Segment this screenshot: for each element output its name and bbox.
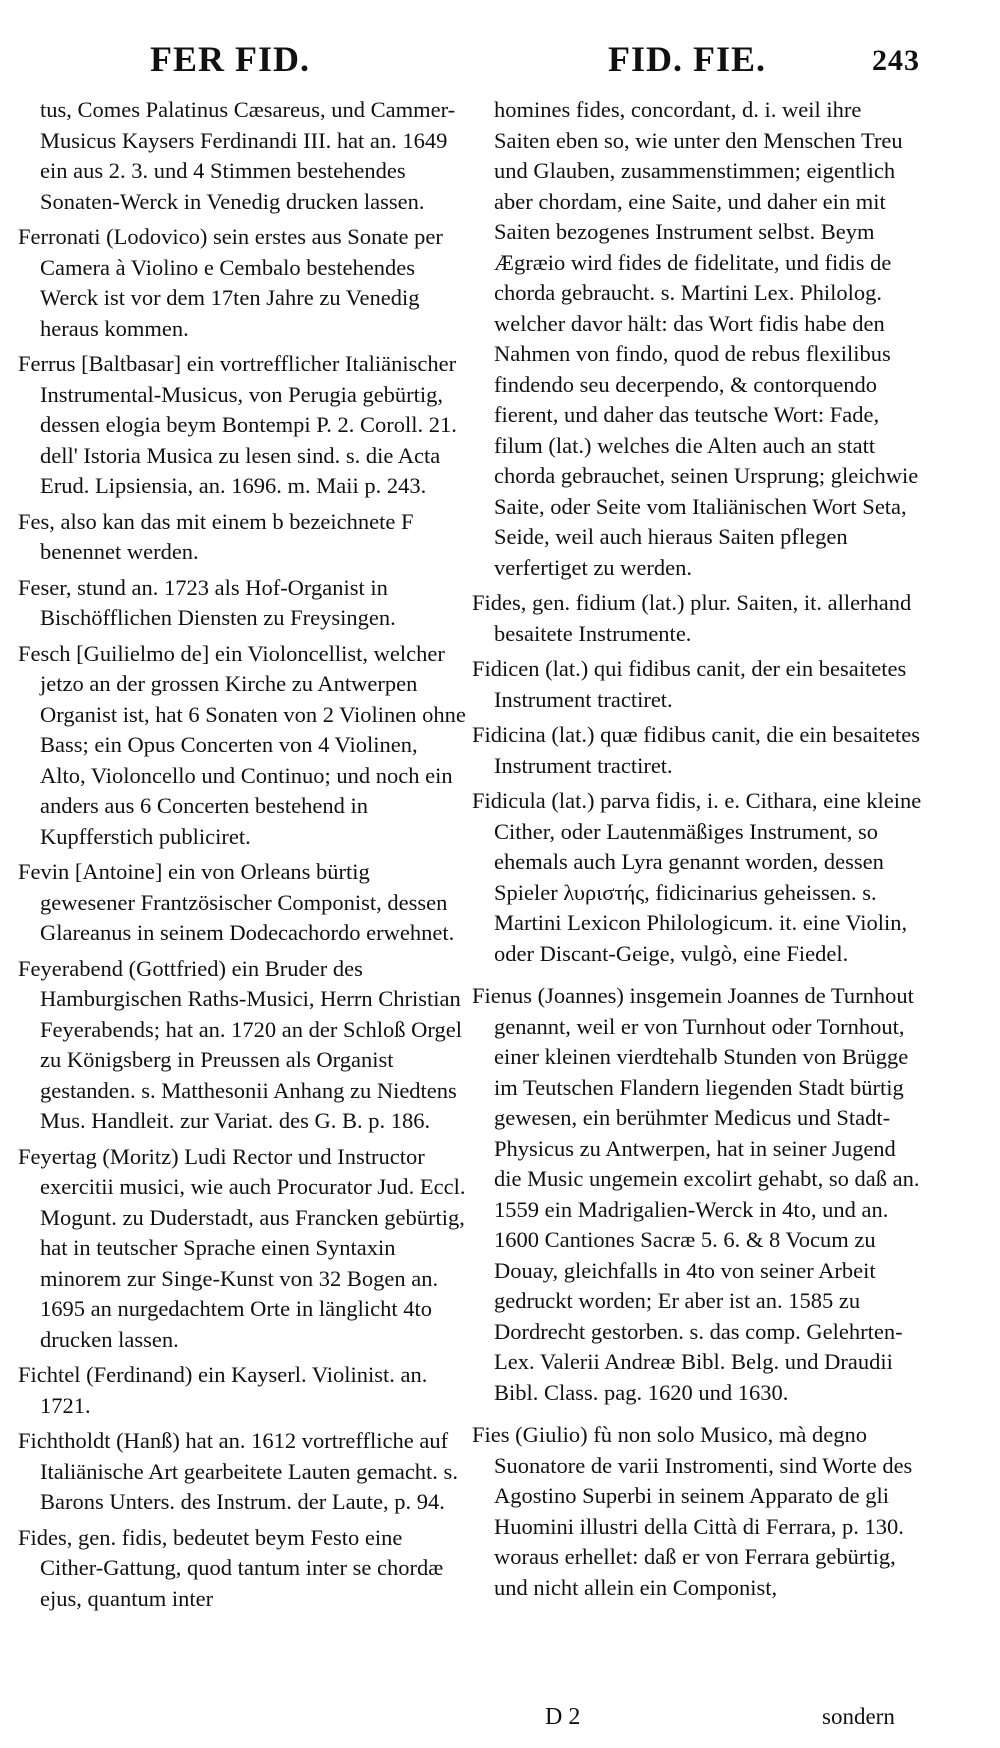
dictionary-entry: Fienus (Joannes) insgemein Joannes de Turnhout genannt, weil er von Turnhout oder Tornhout, einer kleinen vierdtehalb Stunden von Brügge im Teutschen Flandern liegenden Stadt bürtig gewesen, ein berühmter Medicus und Stadt-Physicus zu Antwerpen, hat in seiner Jugend die Music ungemein excolirt gehabt, so daß an. 1559 ein Madrigalien-Werck in 4to, und an. 1600 Cantiones Sacræ 5. 6. & 8 Vocum zu Douay, gleichfalls in 4to von seiner Arbeit gedruckt worden; Er aber ist an. 1585 zu Dordrecht gestorben. s. das comp. Gelehrten-Lex. Valerii Andreæ Bibl. Belg. und Draudii Bibl. Class. pag. 1620 und 1630. bbox=[472, 983, 920, 1405]
dictionary-entry: Fidicula (lat.) parva fidis, i. e. Cithara, eine kleine Cither, oder Lautenmäßiges Instrument, so ehemals auch Lyra genannt worden, dessen Spieler λυριστής, fidicinarius geheissen. s. Martini Lexicon Philologicum. it. eine Violin, oder Discant-Geige, vulgò, eine Fiedel. bbox=[472, 788, 922, 966]
dictionary-entry: Feyerabend (Gottfried) ein Bruder des Hamburgischen Raths-Musici, Herrn Christian Feyerabends; hat an. 1720 an der Schloß Orgel zu Königsberg in Preussen als Organist gestanden. s. Matthesonii Anhang zu Niedtens Mus. Handleit. zur Variat. des G. B. p. 186. bbox=[18, 955, 462, 1133]
dictionary-entry: Fidicen (lat.) qui fidibus canit, der ein besaitetes Instrument tractiret. bbox=[472, 656, 907, 712]
right-column bbox=[472, 95, 922, 1603]
running-head-right: FID. FIE. bbox=[608, 39, 767, 79]
dictionary-entry: Fevin [Antoine] ein von Orleans bürtig gewesener Frantzösischer Componist, dessen Glareanus in seinem Dodecachordo erwehnet. bbox=[18, 859, 455, 945]
dictionary-entry: homines fides, concordant, d. i. weil ihre Saiten eben so, wie unter den Menschen Treu und Glauben, zusammenstimmen; eigentlich aber chordam, eine Saite, und daher ein mit Saiten bezogenes Instrument selbst. Beym Ægræio wird fides de fidelitate, und fidis de chorda gebraucht. s. Martini Lex. Philolog. welcher davor hält: das Wort fidis habe den Nahmen von findo, quod de rebus flexilibus findendo seu decerpendo, & contorquendo fierent, und daher das teutsche Wort: Fade, filum (lat.) welches die Alten auch an statt chorda gebrauchet, seinen Ursprung; gleichwie Saite, oder Seite vom Italiänischen Wort Seta, Seide, weil auch hieraus Saiten pflegen verfertiget zu werden. bbox=[494, 97, 919, 580]
dictionary-entry: Fes, also kan das mit einem b bezeichnete F benennet werden. bbox=[18, 508, 414, 564]
dictionary-entry: Ferrus [Baltbasar] ein vortrefflicher Italiänischer Instrumental-Musicus, von Perugia gebürtig, dessen elogia beym Bontempi P. 2. Coroll. 21. dell' Istoria Musica zu lesen sind. s. die Acta Erud. Lipsiensia, an. 1696. m. Maii p. 243. bbox=[18, 351, 457, 498]
dictionary-entry: Fesch [Guilielmo de] ein Violoncellist, welcher jetzo an der grossen Kirche zu Antwerpen Organist ist, hat 6 Sonaten von 2 Violinen ohne Bass; ein Opus Concerten von 4 Violinen, Alto, Violoncello und Continuo; und noch ein anders aus 6 Concerten bestehend in Kupfferstich publiciret. bbox=[18, 640, 466, 849]
dictionary-entry: Fichtel (Ferdinand) ein Kayserl. Violinist. an. 1721. bbox=[18, 1362, 428, 1418]
dictionary-entry: Fichtholdt (Hanß) hat an. 1612 vortreffliche auf Italiänische Art gearbeitete Lauten gemacht. s. Barons Unters. des Instrum. der Laute, p. 94. bbox=[18, 1428, 458, 1514]
dictionary-entry: tus, Comes Palatinus Cæsareus, und Cammer-Musicus Kaysers Ferdinandi III. hat an. 1649 ein aus 2. 3. und 4 Stimmen bestehendes Sonaten-Werck in Venedig drucken lassen. bbox=[40, 97, 456, 214]
dictionary-entry: Fides, gen. fidis, bedeutet beym Festo eine Cither-Gattung, quod tantum inter se chordæ ejus, quantum inter bbox=[18, 1524, 444, 1611]
running-head-left: FER FID. bbox=[150, 39, 310, 79]
dictionary-entry: Feser, stund an. 1723 als Hof-Organist in Bischöfflichen Diensten zu Freysingen. bbox=[18, 574, 396, 630]
catchword: sondern bbox=[822, 1704, 895, 1729]
dictionary-entry: Fides, gen. fidium (lat.) plur. Saiten, it. allerhand besaitete Instrumente. bbox=[472, 590, 912, 646]
dictionary-entry: Fidicina (lat.) quæ fidibus canit, die ein besaitetes Instrument tractiret. bbox=[472, 722, 921, 778]
dictionary-entry: Ferronati (Lodovico) sein erstes aus Sonate per Camera à Violino e Cembalo bestehendes Werck ist vor dem 17ten Jahre zu Venedig heraus kommen. bbox=[18, 224, 443, 341]
page-number: 243 bbox=[872, 44, 920, 77]
left-column bbox=[18, 95, 466, 1614]
dictionary-entry: Fies (Giulio) fù non solo Musico, mà degno Suonatore de varii Instromenti, sind Worte des Agostino Superbi in seinem Apparato de gli Huomini illustri della Città di Ferrara, p. 130. woraus erhellet: daß er von Ferrara gebürtig, und nicht allein ein Componist, bbox=[472, 1422, 913, 1600]
signature-mark: D 2 bbox=[545, 1704, 581, 1730]
dictionary-entry: Feyertag (Moritz) Ludi Rector und Instructor exercitii musici, wie auch Procurator Jud. Eccl. Mogunt. zu Duderstadt, aus Francken gebürtig, hat in teutscher Sprache einen Syntaxin minorem zur Singe-Kunst von 32 Bogen an. 1695 an nurgedachtem Orte in länglicht 4to drucken lassen. bbox=[18, 1143, 466, 1352]
